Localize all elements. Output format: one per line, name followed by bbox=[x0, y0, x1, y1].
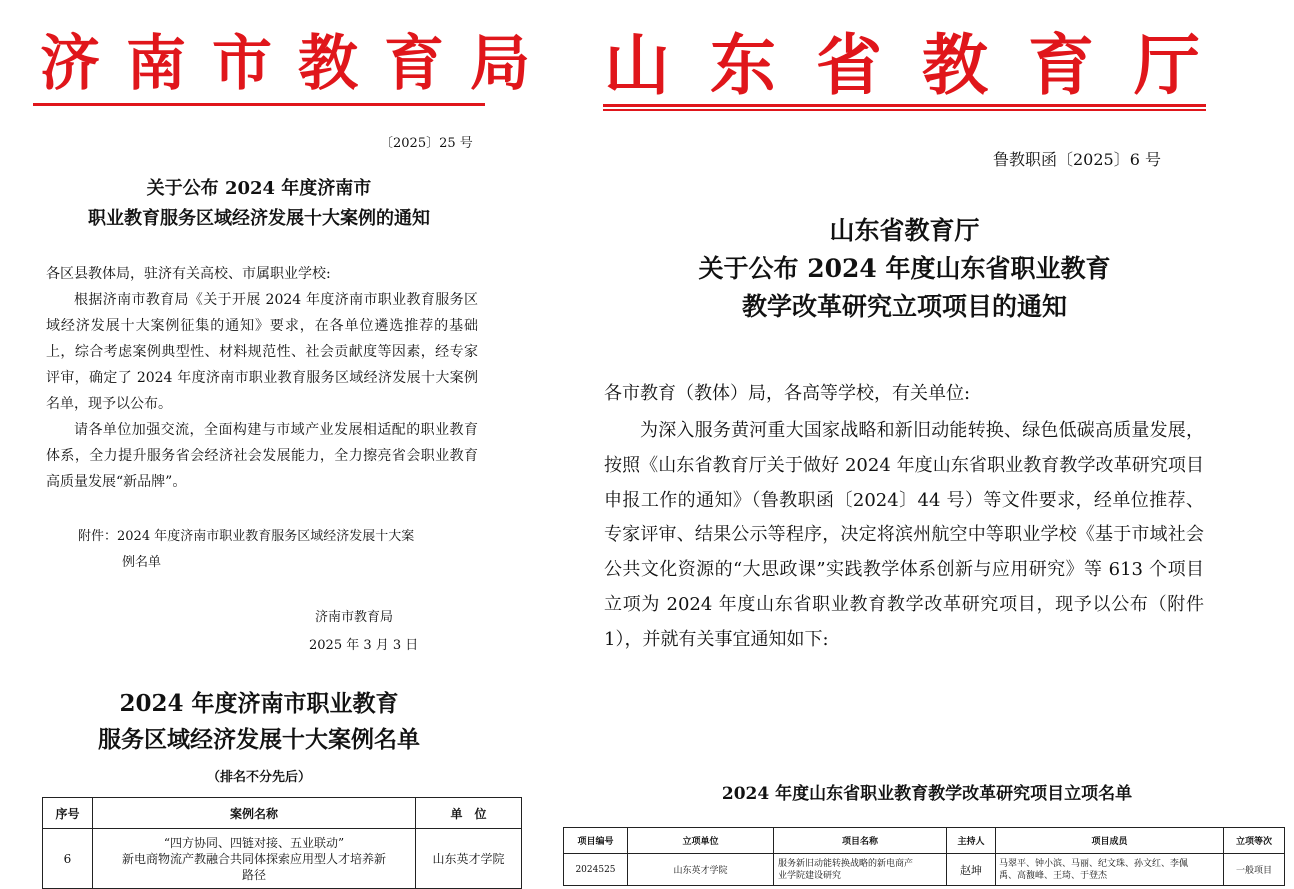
case-name-line-3: 路径 bbox=[241, 867, 266, 882]
members-line-1: 马翠平、钟小滨、马丽、纪文珠、孙文红、李佩 bbox=[999, 858, 1189, 869]
table-row bbox=[43, 829, 522, 889]
right-title-line-2: 关于公布 2024 年度山东省职业教育 bbox=[698, 254, 1111, 283]
cell-unit: 山东英才学院 bbox=[416, 829, 522, 889]
case-name-line-2: 新电商物流产教融合共同体探索应用型人才培养新 bbox=[121, 851, 386, 866]
right-paragraph-1: 为深入服务黄河重大国家战略和新旧动能转换、绿色低碳高质量发展，按照《山东省教育厅关于做好 2024 年度山东省职业教育教学改革研究项目申报工作的通知》（鲁教职函〔2024〕44 号）等文件要求，经单位推荐、专家评审、结果公示等程序，决定将滨州航空中等职业学校《基于市域社会公共文化资源的“大思政课”实践教学体系创新与应用研究》等 613 个项目立项为 2024 年度山东省职业教育教学改革研究项目，现予以公布（附件 1），并就有关事宜通知如下: bbox=[604, 420, 1204, 650]
cell-members bbox=[996, 854, 1224, 886]
left-list-title bbox=[33, 686, 485, 758]
left-salutation: 各区县教体局，驻济有关高校、市属职业学校: bbox=[46, 266, 331, 282]
header-cell-members: 项目成员 bbox=[996, 828, 1224, 854]
letterhead-red-rule-top bbox=[603, 104, 1206, 107]
left-case-table bbox=[42, 797, 522, 889]
shandong-department-letterhead: 山东省教育厅 bbox=[604, 26, 1240, 104]
table-header-row bbox=[43, 798, 522, 829]
left-paragraph-1: 根据济南市教育局《关于开展 2024 年度济南市职业教育服务区域经济发展十大案例征集的通知》要求，在各单位遴选推荐的基础上，综合考虑案例典型性、材料规范性、社会贡献度等因素，经专家评审，确定了 2024 年度济南市职业教育服务区域经济发展十大案例名单，现予以公布。 bbox=[46, 292, 478, 412]
left-date: 2025 年 3 月 3 日 bbox=[309, 638, 419, 653]
header-cell-host: 主持人 bbox=[947, 828, 996, 854]
jinan-bureau-letterhead: 济南市教育局 bbox=[40, 29, 556, 99]
right-list-title: 2024 年度山东省职业教育教学改革研究项目立项名单 bbox=[721, 784, 1133, 804]
table-header-row bbox=[564, 828, 1285, 854]
left-doc-number: 〔2025〕25 号 bbox=[380, 136, 473, 151]
header-cell-case-name: 案例名称 bbox=[93, 798, 416, 829]
attachment-line-2: 例名单 bbox=[122, 555, 162, 570]
list-title-line-1: 2024 年度济南市职业教育 bbox=[119, 690, 399, 717]
case-name-line-1: “四方协同、四链对接、五业联动” bbox=[163, 835, 345, 850]
right-title-line-1: 山东省教育厅 bbox=[829, 216, 980, 245]
header-cell-unit: 立项单位 bbox=[628, 828, 774, 854]
cell-level: 一般项目 bbox=[1224, 854, 1285, 886]
list-title-line-2: 服务区域经济发展十大案例名单 bbox=[98, 726, 420, 753]
header-cell-number: 序号 bbox=[43, 798, 93, 829]
cell-number: 6 bbox=[43, 829, 93, 889]
members-line-2: 禹、高馥峰、王琦、于登杰 bbox=[999, 870, 1108, 881]
left-title-line-1: 关于公布 2024 年度济南市 bbox=[146, 178, 372, 199]
cell-unit: 山东英才学院 bbox=[628, 854, 774, 886]
left-list-note: （排名不分先后） bbox=[206, 770, 311, 785]
right-project-table bbox=[563, 827, 1285, 886]
left-signature: 济南市教育局 bbox=[315, 610, 394, 625]
header-cell-unit: 单 位 bbox=[416, 798, 522, 829]
header-cell-project-name: 项目名称 bbox=[774, 828, 947, 854]
project-name-line-1: 服务新旧动能转换战略的新电商产 bbox=[778, 858, 914, 869]
right-title-line-3: 教学改革研究立项项目的通知 bbox=[741, 292, 1067, 321]
project-name-line-2: 业学院建设研究 bbox=[778, 870, 842, 881]
cell-case-name bbox=[93, 829, 416, 889]
cell-host: 赵坤 bbox=[947, 854, 996, 886]
cell-project-id: 2024525 bbox=[564, 854, 628, 886]
table-row bbox=[564, 854, 1285, 886]
right-doc-number: 鲁教职函〔2025〕6 号 bbox=[993, 150, 1161, 169]
letterhead-red-rule-bottom bbox=[603, 109, 1206, 111]
left-title-line-2: 职业教育服务区域经济发展十大案例的通知 bbox=[88, 208, 430, 229]
right-notice-title bbox=[603, 212, 1206, 326]
cell-project-name bbox=[774, 854, 947, 886]
left-attachment-note bbox=[78, 524, 478, 576]
left-paragraph-2: 请各单位加强交流，全面构建与市域产业发展相适配的职业教育体系，全力提升服务省会经济社会发展能力，全力擦亮省会职业教育高质量发展“新品牌”。 bbox=[46, 422, 478, 490]
left-notice-title bbox=[33, 174, 485, 234]
header-cell-level: 立项等次 bbox=[1224, 828, 1285, 854]
attachment-line-1: 附件：2024 年度济南市职业教育服务区域经济发展十大案 bbox=[78, 529, 415, 544]
header-cell-project-id: 项目编号 bbox=[564, 828, 628, 854]
letterhead-red-rule bbox=[33, 103, 485, 106]
right-salutation: 各市教育（教体）局，各高等学校，有关单位: bbox=[604, 383, 971, 404]
